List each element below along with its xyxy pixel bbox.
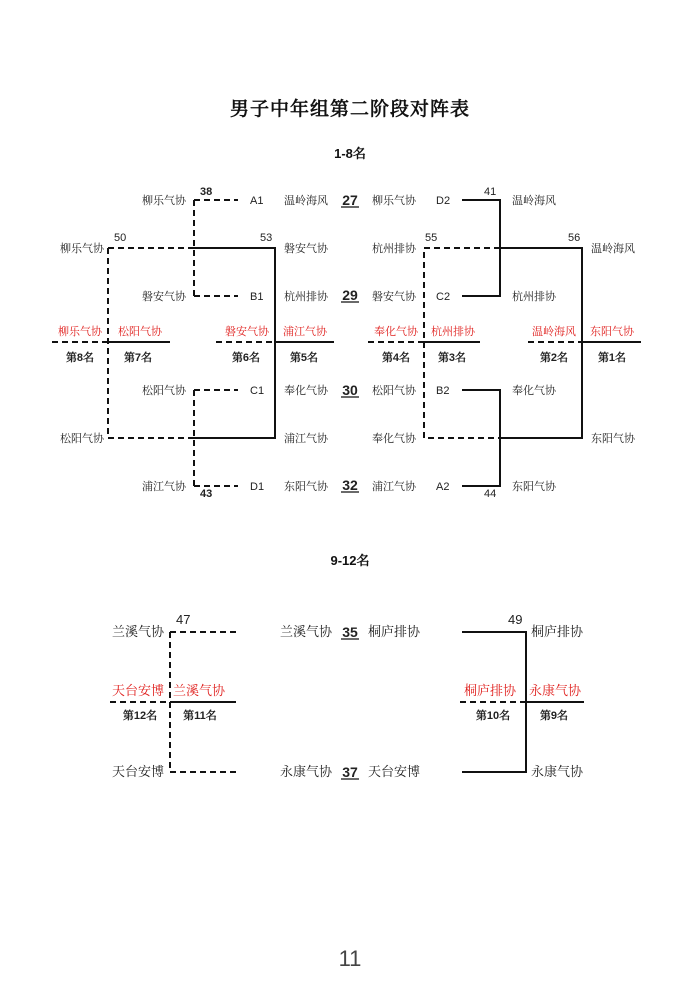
- team-label: 磐安气协: [284, 243, 328, 255]
- result-label: 温岭海风: [532, 326, 576, 338]
- team-label: 奉化气协: [372, 433, 416, 445]
- place-label: 第12名: [122, 710, 158, 722]
- result-label: 奉化气协: [374, 326, 418, 338]
- result-label: 浦江气协: [283, 326, 327, 338]
- match-number: 56: [568, 232, 581, 244]
- team-label: 磐安气协: [372, 291, 416, 303]
- team-label: 杭州排协: [512, 291, 556, 303]
- team-label: 浦江气协: [284, 433, 328, 445]
- team-label: 桐庐排协: [531, 624, 584, 639]
- game-number: 27: [342, 192, 358, 208]
- game-number: 29: [342, 287, 358, 303]
- section-title-1-8: 1-8名: [334, 146, 366, 161]
- team-label: 杭州排协: [284, 291, 328, 303]
- page-number: 11: [338, 946, 362, 971]
- team-label: 浦江气协: [372, 481, 416, 493]
- game-underline: [341, 639, 359, 779]
- team-label: 磐安气协: [142, 291, 186, 303]
- team-label: 永康气协: [279, 764, 332, 779]
- place-label: 第5名: [289, 352, 319, 364]
- place-label: 第6名: [231, 352, 261, 364]
- game-number: 35: [342, 624, 358, 640]
- place-label: 第10名: [475, 710, 511, 722]
- result-label: 兰溪气协: [172, 683, 226, 698]
- bracket-line: [194, 248, 275, 438]
- team-label: 天台安博: [368, 764, 421, 779]
- match-number: 50: [114, 232, 127, 244]
- match-number: 47: [176, 612, 191, 627]
- game-underline: [341, 207, 359, 492]
- place-label: 第1名: [597, 352, 627, 364]
- seed-label: B2: [436, 385, 450, 397]
- team-label: 桐庐排协: [368, 624, 421, 639]
- match-number: 38: [200, 186, 213, 198]
- team-label: 浦江气协: [142, 481, 186, 493]
- seed-label: D1: [250, 481, 265, 493]
- place-label: 第3名: [437, 352, 467, 364]
- team-label: 天台安博: [111, 764, 164, 779]
- result-label: 天台安博: [111, 683, 165, 698]
- team-label: 柳乐气协: [60, 243, 104, 255]
- result-label: 东阳气协: [590, 326, 634, 338]
- match-number: 53: [260, 232, 273, 244]
- result-label: 柳乐气协: [58, 326, 102, 338]
- seed-label: A2: [436, 481, 450, 493]
- match-number: 43: [200, 488, 213, 500]
- team-label: 温岭海风: [512, 195, 556, 207]
- section-title-9-12: 9-12名: [330, 553, 370, 568]
- team-label: 松阳气协: [60, 433, 104, 445]
- game-number: 37: [342, 764, 358, 780]
- result-label: 桐庐排协: [463, 683, 517, 698]
- team-label: 兰溪气协: [111, 624, 164, 639]
- team-label: 杭州排协: [372, 243, 416, 255]
- page-title: 男子中年组第二阶段对阵表: [229, 99, 470, 120]
- team-label: 兰溪气协: [279, 624, 332, 639]
- place-label: 第7名: [123, 352, 153, 364]
- team-label: 松阳气协: [372, 385, 416, 397]
- team-label: 温岭海风: [591, 243, 635, 255]
- team-label: 东阳气协: [591, 433, 635, 445]
- match-number: 49: [508, 612, 523, 627]
- result-label: 杭州排协: [431, 326, 475, 338]
- seed-label: C1: [250, 385, 265, 397]
- team-label: 松阳气协: [142, 385, 186, 397]
- seed-label: D2: [436, 195, 451, 207]
- team-label: 柳乐气协: [372, 195, 416, 207]
- team-label: 柳乐气协: [142, 195, 186, 207]
- seed-label: B1: [250, 291, 264, 303]
- team-label: 东阳气协: [284, 481, 328, 493]
- result-label: 磐安气协: [225, 326, 269, 338]
- team-label: 奉化气协: [284, 385, 328, 397]
- result-label: 永康气协: [528, 683, 582, 698]
- place-label: 第2名: [539, 352, 569, 364]
- game-number: 30: [342, 382, 358, 398]
- place-label: 第9名: [539, 710, 569, 722]
- seed-label: A1: [250, 195, 264, 207]
- place-label: 第8名: [65, 352, 95, 364]
- place-label: 第4名: [381, 352, 411, 364]
- match-number: 55: [425, 232, 438, 244]
- game-number: 32: [342, 477, 358, 493]
- team-label: 东阳气协: [512, 481, 556, 493]
- result-label: 松阳气协: [118, 326, 162, 338]
- seed-label: C2: [436, 291, 451, 303]
- team-label: 永康气协: [531, 764, 584, 779]
- team-label: 温岭海风: [284, 195, 328, 207]
- match-number: 44: [484, 488, 497, 500]
- team-label: 奉化气协: [512, 385, 556, 397]
- match-number: 41: [484, 186, 497, 198]
- place-label: 第11名: [183, 710, 217, 722]
